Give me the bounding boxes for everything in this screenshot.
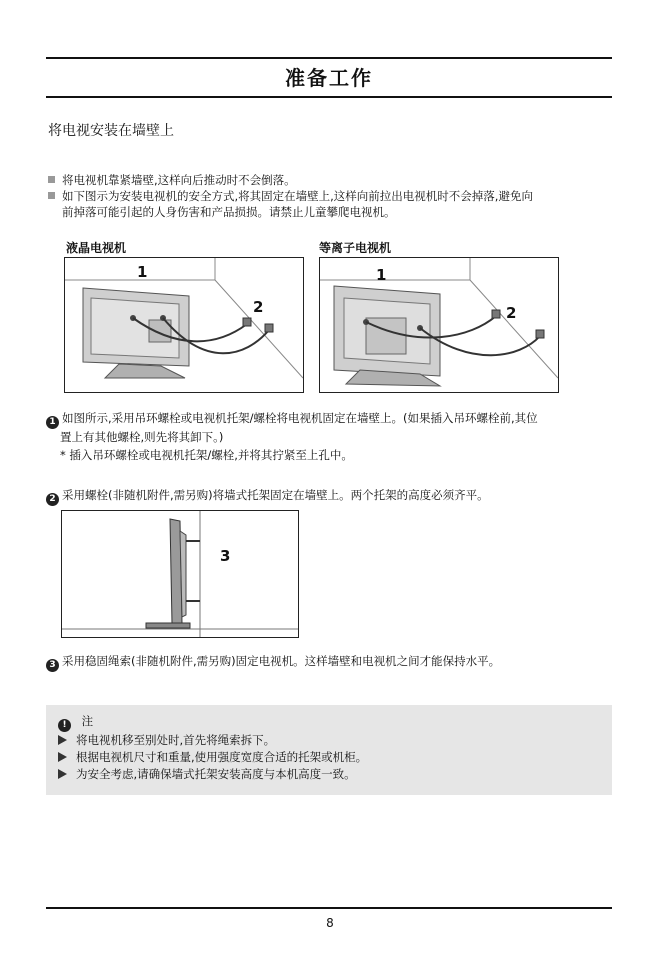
page-number: 8 — [326, 916, 334, 930]
step-number-1-icon: 1 — [46, 416, 59, 429]
note-item-1: 将电视机移至别处时,首先将绳索拆下。 — [58, 732, 275, 748]
lcd-tv-label: 液晶电视机 — [66, 241, 127, 255]
triangle-bullet-icon — [58, 752, 67, 762]
note-info-icon: ! — [58, 719, 71, 732]
step-number-2-icon: 2 — [46, 493, 59, 506]
lcd-callout-2: 2 — [253, 298, 264, 316]
step-3: 3 采用稳固绳索(非随机附件,需另购)固定电视机。这样墙壁和电视机之间才能保持水平。 — [46, 653, 618, 672]
top-rule — [46, 57, 612, 59]
bullet-square-icon — [48, 176, 55, 183]
plasma-callout-1: 1 — [376, 266, 387, 284]
side-callout-3: 3 — [220, 547, 231, 565]
step-number-3-icon: 3 — [46, 659, 59, 672]
wall-bracket-side-illustration — [62, 511, 298, 637]
page-title: 准备工作 — [285, 66, 373, 90]
plasma-tv-label: 等离子电视机 — [319, 241, 392, 255]
lcd-callout-1: 1 — [137, 263, 148, 281]
triangle-bullet-icon — [58, 735, 67, 745]
title-underline — [46, 96, 612, 98]
triangle-bullet-icon — [58, 769, 67, 779]
plasma-mounting-diagram — [319, 257, 559, 393]
step-1-subnote: * 插入吊环螺栓或电视机托架/螺栓,并将其拧紧至上孔中。 — [60, 448, 353, 462]
note-heading: ! 注 — [58, 713, 93, 732]
plasma-mounting-illustration — [320, 258, 558, 392]
step-1: 1 如图所示,采用吊环螺栓或电视机托架/螺栓将电视机固定在墙壁上。(如果插入吊环螺栓前,其位 置上有其他螺栓,则先将其卸下。) * 插入吊环螺栓或电视机托架/螺栓,并将其拧紧至上孔中。 — [46, 410, 618, 464]
lcd-mounting-illustration — [65, 258, 303, 392]
note-box — [46, 705, 612, 795]
footer-rule — [46, 907, 612, 909]
note-item-2: 根据电视机尺寸和重量,使用强度宽度合适的托架或机柜。 — [58, 749, 367, 765]
step-2: 2 采用螺栓(非随机附件,需另购)将墙式托架固定在墙壁上。两个托架的高度必须齐平。 — [46, 487, 618, 506]
bullet-2: 如下图示为安装电视机的安全方式,将其固定在墙壁上,这样向前拉出电视机时不会掉落,避免向 前掉落可能引起的人身伤害和产品损损。请禁止儿童攀爬电视机。 — [48, 188, 618, 220]
wall-bracket-side-diagram — [61, 510, 299, 638]
note-item-3: 为安全考虑,请确保墙式托架安装高度与本机高度一致。 — [58, 766, 356, 782]
plasma-callout-2: 2 — [506, 304, 517, 322]
section-heading: 将电视安装在墙壁上 — [48, 123, 174, 139]
lcd-mounting-diagram — [64, 257, 304, 393]
bullet-1: 将电视机靠紧墙壁,这样向后推动时不会倒落。 — [48, 172, 618, 188]
bullet-square-icon — [48, 192, 55, 199]
